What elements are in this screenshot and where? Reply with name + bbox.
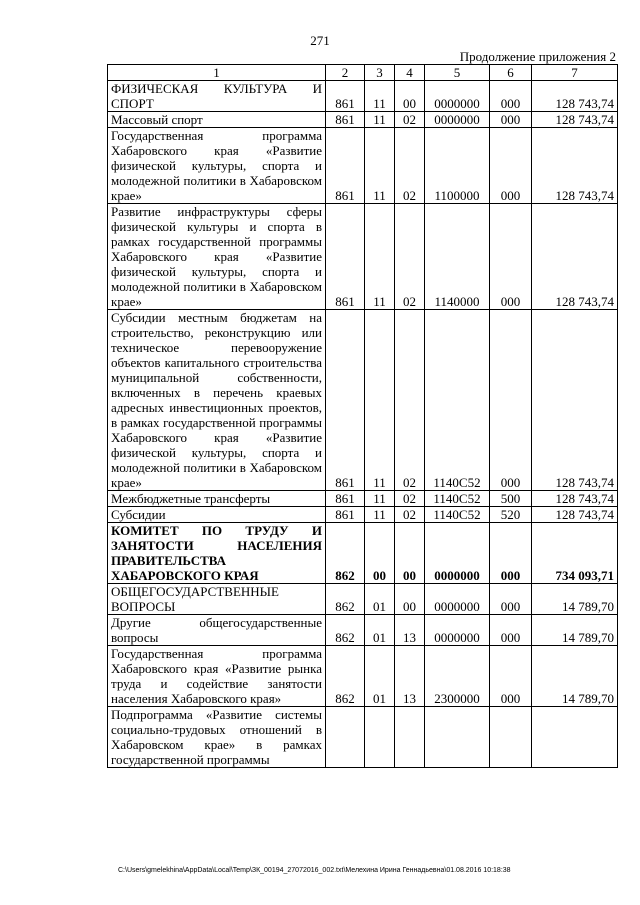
cell-section: 11: [365, 204, 395, 310]
row-name: Государственная программа Хабаровского края «Развитие рынка труда и содействие занятости населения Хабаровского края»: [108, 646, 326, 707]
cell-amount: 14 789,70: [532, 584, 618, 615]
cell-expense-type: 000: [490, 523, 532, 584]
table-row: [108, 584, 618, 615]
cell-subsection: [395, 707, 425, 768]
cell-target-item: 1100000: [425, 128, 490, 204]
file-path-footer: C:\Users\gmelekhina\AppData\Local\Temp\ЗК_00194_27072016_002.txt\Мелехина Ирина Геннадьевна\01.08.2016 10:18:38: [118, 867, 511, 874]
cell-expense-type: 000: [490, 310, 532, 491]
row-name: Субсидии местным бюджетам на строительство, реконструкцию или техническое перевооружение объектов капитального строительства муниципальной собственности, включенных в перечень краевых адресных инвестиционных проектов, в рамках государственной программы Хабаровского края «Развитие физической культуры, спорта и молодежной политики в Хабаровском крае»: [108, 310, 326, 491]
row-name: ФИЗИЧЕСКАЯ КУЛЬТУРА И СПОРТ: [108, 81, 326, 112]
cell-amount: [532, 707, 618, 768]
cell-amount: 128 743,74: [532, 81, 618, 112]
table-row: [108, 523, 618, 584]
cell-amount: 128 743,74: [532, 128, 618, 204]
table-body: [108, 81, 618, 768]
cell-subsection: 02: [395, 310, 425, 491]
row-name: Другие общегосударственные вопросы: [108, 615, 326, 646]
cell-expense-type: [490, 707, 532, 768]
cell-target-item: 1140С52: [425, 507, 490, 523]
cell-ministry-code: 861: [326, 81, 365, 112]
cell-ministry-code: 861: [326, 310, 365, 491]
cell-amount: 128 743,74: [532, 310, 618, 491]
table-row: [108, 507, 618, 523]
cell-subsection: 02: [395, 112, 425, 128]
cell-target-item: 0000000: [425, 81, 490, 112]
cell-section: 11: [365, 491, 395, 507]
row-name: Межбюджетные трансферты: [108, 491, 326, 507]
cell-section: 11: [365, 112, 395, 128]
cell-ministry-code: 862: [326, 646, 365, 707]
cell-subsection: 02: [395, 491, 425, 507]
cell-amount: 14 789,70: [532, 615, 618, 646]
table-row: [108, 646, 618, 707]
column-number-row: [108, 65, 618, 81]
column-header: 1: [108, 65, 326, 81]
table-row: [108, 491, 618, 507]
column-header: 2: [326, 65, 365, 81]
cell-expense-type: 000: [490, 128, 532, 204]
row-name: ОБЩЕГОСУДАРСТВЕННЫЕ ВОПРОСЫ: [108, 584, 326, 615]
row-name: Развитие инфраструктуры сферы физической культуры и спорта в рамках государственной программы Хабаровского края «Развитие физической культуры, спорта и молодежной политики в Хабаровском крае»: [108, 204, 326, 310]
cell-section: 01: [365, 646, 395, 707]
cell-expense-type: 000: [490, 615, 532, 646]
cell-target-item: [425, 707, 490, 768]
cell-target-item: 0000000: [425, 112, 490, 128]
cell-expense-type: 000: [490, 584, 532, 615]
cell-ministry-code: 862: [326, 523, 365, 584]
appendix-continuation-label: Продолжение приложения 2: [459, 49, 616, 64]
cell-subsection: 02: [395, 204, 425, 310]
cell-section: [365, 707, 395, 768]
row-name: Субсидии: [108, 507, 326, 523]
cell-ministry-code: 862: [326, 615, 365, 646]
cell-target-item: 0000000: [425, 615, 490, 646]
cell-subsection: 02: [395, 507, 425, 523]
cell-target-item: 0000000: [425, 523, 490, 584]
table-row: [108, 81, 618, 112]
cell-subsection: 02: [395, 128, 425, 204]
row-name: Государственная программа Хабаровского края «Развитие физической культуры, спорта и молодежной политики в Хабаровском крае»: [108, 128, 326, 204]
cell-ministry-code: 861: [326, 112, 365, 128]
cell-ministry-code: 862: [326, 584, 365, 615]
row-name: Подпрограмма «Развитие системы социально-трудовых отношений в Хабаровском крае» в рамках государственной программы: [108, 707, 326, 768]
page-number: 271: [310, 33, 330, 48]
cell-target-item: 1140000: [425, 204, 490, 310]
cell-amount: 128 743,74: [532, 507, 618, 523]
cell-subsection: 13: [395, 615, 425, 646]
cell-target-item: 1140С52: [425, 491, 490, 507]
table-row: [108, 128, 618, 204]
cell-section: 00: [365, 523, 395, 584]
cell-amount: 14 789,70: [532, 646, 618, 707]
cell-section: 11: [365, 128, 395, 204]
cell-amount: 734 093,71: [532, 523, 618, 584]
cell-expense-type: 520: [490, 507, 532, 523]
cell-section: 01: [365, 584, 395, 615]
cell-subsection: 00: [395, 81, 425, 112]
column-header: 6: [490, 65, 532, 81]
cell-ministry-code: 861: [326, 204, 365, 310]
cell-target-item: 1140С52: [425, 310, 490, 491]
cell-section: 01: [365, 615, 395, 646]
cell-expense-type: 000: [490, 204, 532, 310]
cell-ministry-code: 861: [326, 507, 365, 523]
row-name: Массовый спорт: [108, 112, 326, 128]
table-row: [108, 615, 618, 646]
cell-subsection: 00: [395, 523, 425, 584]
column-header: 5: [425, 65, 490, 81]
cell-target-item: 2300000: [425, 646, 490, 707]
budget-table: [107, 64, 618, 768]
table-row: [108, 204, 618, 310]
cell-target-item: 0000000: [425, 584, 490, 615]
cell-expense-type: 000: [490, 112, 532, 128]
cell-ministry-code: 861: [326, 128, 365, 204]
cell-subsection: 00: [395, 584, 425, 615]
column-header: 3: [365, 65, 395, 81]
cell-section: 11: [365, 81, 395, 112]
row-name: КОМИТЕТ ПО ТРУДУ И ЗАНЯТОСТИ НАСЕЛЕНИЯ ПРАВИТЕЛЬСТВА ХАБАРОВСКОГО КРАЯ: [108, 523, 326, 584]
cell-section: 11: [365, 310, 395, 491]
table-row: [108, 707, 618, 768]
cell-ministry-code: 861: [326, 491, 365, 507]
cell-expense-type: 000: [490, 646, 532, 707]
table-row: [108, 310, 618, 491]
cell-amount: 128 743,74: [532, 112, 618, 128]
column-header: 7: [532, 65, 618, 81]
cell-amount: 128 743,74: [532, 491, 618, 507]
cell-amount: 128 743,74: [532, 204, 618, 310]
cell-expense-type: 000: [490, 81, 532, 112]
cell-expense-type: 500: [490, 491, 532, 507]
cell-ministry-code: [326, 707, 365, 768]
cell-section: 11: [365, 507, 395, 523]
column-header: 4: [395, 65, 425, 81]
table-row: [108, 112, 618, 128]
cell-subsection: 13: [395, 646, 425, 707]
